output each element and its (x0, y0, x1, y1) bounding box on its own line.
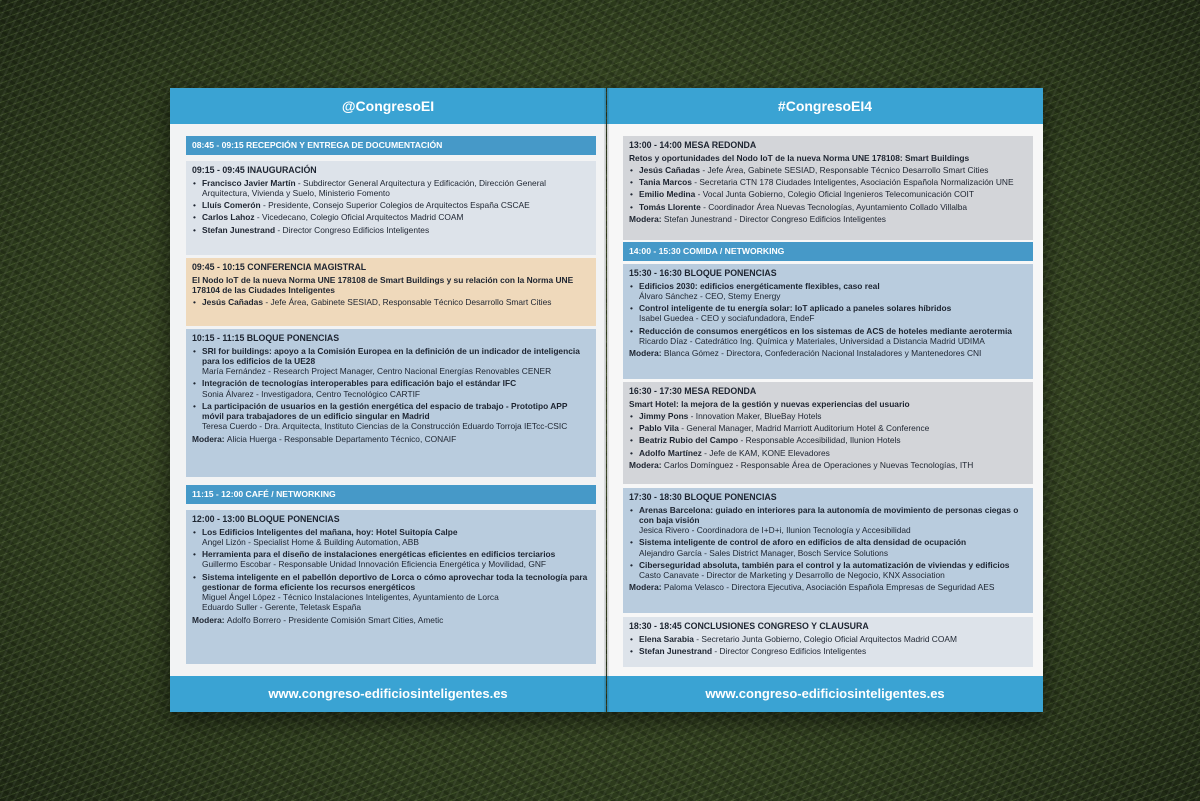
conferencia-subtitle: El Nodo IoT de la nueva Norma UNE 178108 de Smart Buildings y su relación con la Norma UNE 178104 de las Ciudades Inteligentes (192, 274, 574, 295)
speaker-role: - Coordinador Área Nuevas Tecnologías, Ayuntamiento Collado Villalba (700, 201, 968, 212)
bloque2-section (186, 510, 596, 664)
speaker-role: - Secretario Junta Gobierno, Colegio Oficial Arquitectos Madrid COAM (693, 633, 957, 644)
speaker-name: Elena Sarabia (639, 633, 694, 644)
speaker-role: - Vicedecano, Colegio Oficial Arquitectos Madrid COAM (254, 212, 464, 223)
list-item (202, 178, 590, 199)
talk-title: Integración de tecnologías interoperables para edificación bajo el estándar IFC (202, 378, 517, 389)
speaker-name: Jesús Cañadas (639, 164, 700, 175)
speaker-name: Carlos Lahoz (202, 212, 255, 223)
speaker-name: Beatriz Rubio del Campo (639, 435, 739, 446)
moderator-name: Blanca Gómez - Directora, Confederación Nacional Instaladores y Mantenedores CNI (663, 348, 982, 359)
left-hashtag: @CongresoEI (170, 88, 606, 124)
talk-speaker: Alejandro García - Sales District Manager, Bosch Service Solutions (639, 547, 889, 558)
mesa1-section (623, 136, 1033, 240)
moderator (629, 460, 1027, 470)
list-item (639, 435, 1027, 445)
list-item (639, 189, 1027, 199)
cafe-strip: 11:15 - 12:00 CAFÉ / NETWORKING (186, 485, 596, 504)
comida-strip: 14:00 - 15:30 COMIDA / NETWORKING (623, 242, 1033, 261)
mesa1-subtitle: Retos y oportunidades del Nodo IoT de la nueva Norma UNE 178108: Smart Buildings (629, 152, 970, 163)
list-item (202, 401, 590, 432)
talk-title: Reducción de consumos energéticos en los sistemas de ACS de hoteles mediante aerotermia (639, 325, 1012, 336)
conferencia-section (186, 258, 596, 326)
list-item (639, 411, 1027, 421)
talk-speaker: Guillermo Escobar - Responsable Unidad Innovación Eficiencia Energética y Movilidad, GNF (202, 559, 547, 570)
moderator-name: Stefan Junestrand - Director Congreso Edificios Inteligentes (663, 213, 886, 224)
speaker-role: - General Manager, Madrid Marriott Auditorium Hotel & Conference (678, 423, 930, 434)
talk-speaker: Ricardo Díaz - Catedrático Ing. Química y Materiales, Universidad a Distancia Madrid UDIMA (639, 335, 985, 346)
talk-speaker: María Fernández - Research Project Manager, Centro Nacional Energías Renovables CENER (202, 366, 552, 377)
speaker-role: - Jefe Área, Gabinete SESIAD, Responsable Técnico Desarrollo Smart Cities (700, 164, 989, 175)
talk-speaker: Eduardo Suller - Gerente, Teletask España (202, 602, 362, 613)
speaker-role: - Subdirector General Arquitectura y Edificación, Dirección General Arquitectura, Vivienda y Suelo, Ministerio Fomento (202, 177, 546, 198)
inauguracion-section (186, 161, 596, 255)
moderator-label: Modera: (192, 433, 227, 444)
moderator-name: Paloma Velasco - Directora Ejecutiva, Asociación Española Empresas de Seguridad AES (663, 582, 995, 593)
right-page (607, 88, 1043, 712)
left-page (170, 88, 606, 712)
talk-speaker: Isabel Guedea - CEO y sociafundadora, EndeF (639, 313, 815, 324)
speaker-name: Tomás Llorente (639, 201, 701, 212)
talk-speaker: Álvaro Sánchez - CEO, Stemy Energy (639, 290, 781, 301)
talk-title: Sistema inteligente de control de aforo en edificios de alta densidad de ocupación (639, 537, 967, 548)
list-item (639, 281, 1027, 302)
right-content (623, 132, 1033, 668)
speaker-role: - Director Congreso Edificios Inteligentes (712, 645, 867, 656)
list-item (202, 200, 590, 210)
center-fold (604, 88, 609, 712)
bloque4-title: 17:30 - 18:30 BLOQUE PONENCIAS (629, 492, 777, 502)
list-item (202, 378, 590, 399)
talk-title: La participación de usuarios en la gestión energética del espacio de trabajo - Prototipo APP móvil para trabajadores de un edificio singular en Madrid (202, 400, 568, 422)
list-item (639, 326, 1027, 347)
speaker-role: - Presidente, Consejo Superior Colegios de Arquitectos España CSCAE (260, 200, 530, 211)
list-item (639, 537, 1027, 558)
left-website-link[interactable]: www.congreso-edificiosinteligentes.es (170, 676, 606, 712)
list-item (639, 560, 1027, 581)
speaker-name: Pablo Vila (639, 423, 679, 434)
speaker-name: Jimmy Pons (639, 410, 689, 421)
inauguracion-title: 09:15 - 09:45 INAUGURACIÓN (192, 165, 317, 175)
right-hashtag: #CongresoEI4 (607, 88, 1043, 124)
moderator (629, 582, 1027, 592)
talk-title: Los Edificios Inteligentes del mañana, hoy: Hotel Suitopía Calpe (202, 526, 458, 537)
moderator-name: Carlos Domínguez - Responsable Área de Operaciones y Nuevas Tecnologías, ITH (663, 459, 974, 470)
moderator (629, 214, 1027, 224)
speaker-name: Stefan Junestrand (202, 224, 276, 235)
list-item (639, 177, 1027, 187)
moderator (629, 348, 1027, 358)
speaker-name: Francisco Javier Martín (202, 177, 296, 188)
moderator-name: Adolfo Borrero - Presidente Comisión Smart Cities, Ametic (226, 614, 444, 625)
bloque3-section (623, 264, 1033, 379)
bloque2-title: 12:00 - 13:00 BLOQUE PONENCIAS (192, 514, 340, 524)
list-item (202, 346, 590, 377)
speaker-name: Tania Marcos (639, 177, 692, 188)
talk-title: Control inteligente de tu energía solar: IoT aplicado a paneles solares híbridos (639, 303, 952, 314)
moderator-label: Modera: (629, 348, 664, 359)
conferencia-title: 09:45 - 10:15 CONFERENCIA MAGISTRAL (192, 262, 367, 272)
bloque3-title: 15:30 - 16:30 BLOQUE PONENCIAS (629, 268, 777, 278)
conclusiones-section (623, 617, 1033, 667)
list-item (202, 225, 590, 235)
conclusiones-title: 18:30 - 18:45 CONCLUSIONES CONGRESO Y CLAUSURA (629, 621, 869, 631)
list-item (202, 549, 590, 570)
moderator-name: Alicia Huerga - Responsable Departamento Técnico, CONAIF (226, 433, 457, 444)
talk-title: SRI for buildings: apoyo a la Comisión Europea en la definición de un indicador de inteligencia para los edificios de la UE28 (202, 345, 580, 366)
list-item (202, 212, 590, 222)
talk-speaker: Teresa Cuerdo - Dra. Arquitecta, Instituto Ciencias de la Construcción Eduardo Torroja IETcc-CSIC (202, 421, 568, 432)
list-item (639, 505, 1027, 536)
list-item (202, 297, 590, 307)
talk-speaker: Casto Canavate - Director de Marketing y Desarrollo de Negocio, KNX Association (639, 570, 945, 581)
talk-title: Edificios 2030: edificios energéticamente flexibles, caso real (639, 280, 880, 291)
list-item (639, 165, 1027, 175)
speaker-role: - Responsable Accesibilidad, Ilunion Hotels (738, 435, 901, 446)
talk-speaker: Angel Lizón - Specialist Home & Building Automation, ABB (202, 536, 419, 547)
talk-speaker: Miguel Ángel López - Técnico Instalaciones Inteligentes, Ayuntamiento de Lorca (202, 592, 499, 603)
reception-strip: 08:45 - 09:15 RECEPCIÓN Y ENTREGA DE DOCUMENTACIÓN (186, 136, 596, 155)
list-item (639, 646, 1027, 656)
mesa2-subtitle: Smart Hotel: la mejora de la gestión y nuevas experiencias del usuario (629, 398, 910, 409)
moderator-label: Modera: (629, 213, 664, 224)
talk-speaker: Sonia Álvarez - Investigadora, Centro Tecnológico CARTIF (202, 388, 421, 399)
speaker-role: - Jefe Área, Gabinete SESIAD, Responsable Técnico Desarrollo Smart Cities (263, 297, 552, 308)
speaker-role: - Secretaria CTN 178 Ciudades Inteligentes, Asociación Española Normalización UNE (691, 177, 1014, 188)
moderator (192, 615, 590, 625)
list-item (639, 423, 1027, 433)
talk-speaker: Jesica Rivero - Coordinadora de I+D+i, Ilunion Tecnología y Accesibilidad (639, 525, 911, 536)
talk-title: Herramienta para el diseño de instalaciones energéticas eficientes en edificios terciarios (202, 549, 556, 560)
moderator-label: Modera: (629, 582, 664, 593)
bloque1-title: 10:15 - 11:15 BLOQUE PONENCIAS (192, 333, 340, 343)
talk-title: Ciberseguridad absoluta, también para el control y la automatización de viviendas y edificios (639, 559, 1010, 570)
list-item (639, 303, 1027, 324)
speaker-name: Lluís Comerón (202, 200, 261, 211)
bloque4-section (623, 488, 1033, 613)
speaker-role: - Director Congreso Edificios Inteligentes (275, 224, 430, 235)
speaker-name: Adolfo Martínez (639, 447, 702, 458)
speaker-name: Jesús Cañadas (202, 297, 263, 308)
list-item (202, 527, 590, 548)
brochure (170, 88, 1043, 712)
speaker-role: - Innovation Maker, BlueBay Hotels (688, 410, 822, 421)
speaker-role: - Jefe de KAM, KONE Elevadores (701, 447, 830, 458)
talk-title: Sistema inteligente en el pabellón deportivo de Lorca o cómo aprovechar toda la tecnología para gestionar de forma eficiente los recursos energéticos (202, 571, 588, 592)
mesa1-title: 13:00 - 14:00 MESA REDONDA (629, 140, 757, 150)
moderator (192, 434, 590, 444)
speaker-name: Emilio Medina (639, 189, 696, 200)
list-item (639, 202, 1027, 212)
list-item (639, 634, 1027, 644)
moderator-label: Modera: (192, 614, 227, 625)
moderator-label: Modera: (629, 459, 664, 470)
list-item (202, 572, 590, 613)
talk-title: Arenas Barcelona: guiado en interiores para la autonomía de movimiento de personas ciegas o con baja visión (639, 504, 1019, 525)
mesa2-title: 16:30 - 17:30 MESA REDONDA (629, 386, 757, 396)
bloque1-section (186, 329, 596, 477)
left-content (186, 132, 596, 668)
right-website-link[interactable]: www.congreso-edificiosinteligentes.es (607, 676, 1043, 712)
speaker-role: - Vocal Junta Gobierno, Colegio Oficial Ingenieros Telecomunicación COIT (695, 189, 974, 200)
list-item (639, 448, 1027, 458)
speaker-name: Stefan Junestrand (639, 645, 713, 656)
mesa2-section (623, 382, 1033, 484)
